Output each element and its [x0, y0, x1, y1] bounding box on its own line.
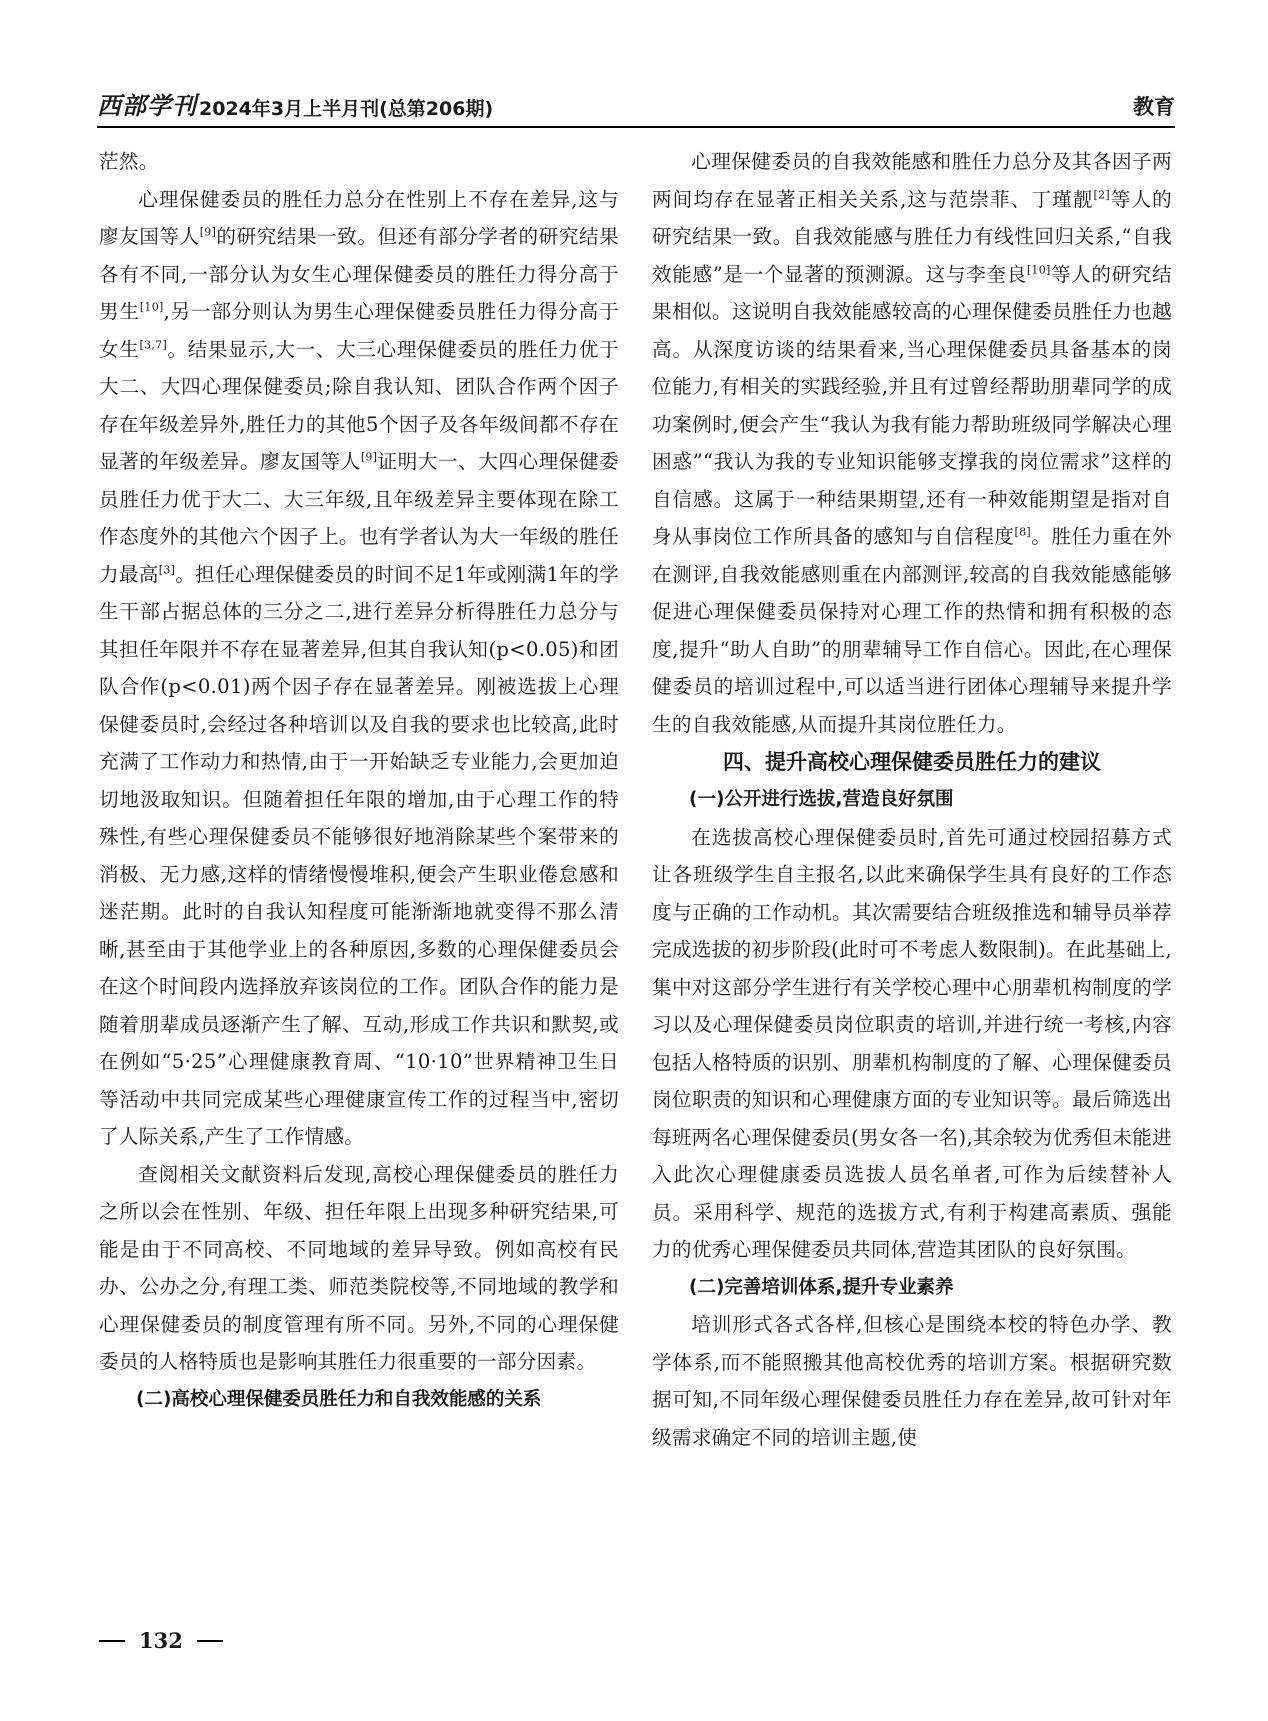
- subsection-heading: (二)高校心理保健委员胜任力和自我效能感的关系: [136, 1388, 542, 1410]
- citation: [10]: [139, 300, 164, 314]
- citation: [9]: [360, 450, 378, 464]
- citation: [2]: [1093, 187, 1110, 201]
- citation: [3,7]: [139, 337, 168, 351]
- subsection-heading: (一)公开进行选拔,营造良好氛围: [689, 789, 954, 810]
- page-number-text: 132: [139, 1628, 183, 1653]
- paragraph-self-efficacy: 心理保健委员的自我效能感和胜任力总分及其各因子两两间均存在显著正相关关系,这与范崇菲、丁瑾靓[2]等人的研究结果一致。自我效能感与胜任力有线性回归关系,“自我效能感”是一个显著的预测源。这与李奎良[10]等人的研究结果相似。这说明自我效能感较高的心理保健委员胜任力也越高。从深度访谈的结果看来,当心理保健委员具备基本的岗位能力,有相关的实践经验,并且有过曾经帮助朋辈同学的成功案例时,便会产生“我认为我有能力帮助班级同学解决心理困惑”“我认为我的专业知识能够支撑我的岗位需求”这样的自信感。这属于一种结果期望,还有一种效能期望是指对自身从事岗位工作所具备的感知与自信程度[8]。胜任力重在外在测评,自我效能感则重在内部测评,较高的自我效能感能够促进心理保健委员保持对心理工作的热情和拥有积极的态度,提升“助人自助”的朋辈辅导工作自信心。因此,在心理保健委员的培训过程中,可以适当进行团体心理辅导来提升学生的自我效能感,从而提升其岗位胜任力。: [652, 150, 1172, 736]
- paragraph-continuation: 茫然。: [99, 150, 159, 173]
- running-header: [97, 86, 1175, 128]
- section-tag: 教育: [1133, 95, 1175, 119]
- right-column: [652, 143, 1172, 1456]
- dash-decoration: [99, 1640, 125, 1642]
- paragraph-literature-review: 查阅相关文献资料后发现,高校心理保健委员的胜任力之所以会在性别、年级、担任年限上出现多种研究结果,可能是由于不同高校、不同地域的差异导致。例如高校有民办、公办之分,有理工类、师范类院校等,不同地域的教学和心理保健委员的制度管理有所不同。另外,不同的心理保健委员的人格特质也是影响其胜任力很重要的一部分因素。: [99, 1162, 619, 1373]
- subsection-heading: (二)完善培训体系,提升专业素养: [689, 1276, 954, 1298]
- citation: [9]: [199, 225, 217, 239]
- paragraph-gender-grade-differences: 心理保健委员的胜任力总分在性别上不存在差异,这与廖友国等人[9]的研究结果一致。但还有部分学者的研究结果各有不同,一部分认为女生心理保健委员的胜任力得分高于男生[10],另一部分则认为男生心理保健委员胜任力得分高于女生[3,7]。结果显示,大一、大三心理保健委员的胜任力优于大二、大四心理保健委员;除自我认知、团队合作两个因子存在年级差异外,胜任力的其他5个因子及各年级间都不存在显著的年级差异。廖友国等人[9]证明大一、大四心理保健委员胜任力优于大二、大三年级,且年级差异主要体现在除工作态度外的其他六个因子上。也有学者认为大一年级的胜任力最高[3]。担任心理保健委员的时间不足1年或刚满1年的学生干部占据总体的三分之二,进行差异分析得胜任力总分与其担任年限并不存在显著差异,但其自我认知(p<0.05)和团队合作(p<0.01)两个因子存在显著差异。刚被选拔上心理保健委员时,会经过各种培训以及自我的要求也比较高,此时充满了工作动力和热情,由于一开始缺乏专业能力,会更加迫切地汲取知识。但随着担任年限的增加,由于心理工作的特殊性,有些心理保健委员不能够很好地消除某些个案带来的消极、无力感,这样的情绪慢慢堆积,便会产生职业倦怠感和迷茫期。此时的自我认知程度可能渐渐地就变得不那么清晰,甚至由于其他学业上的各种原因,多数的心理保健委员会在这个时间段内选择放弃该岗位的工作。团队合作的能力是随着朋辈成员逐渐产生了解、互动,形成工作共识和默契,或在例如“5·25”心理健康教育周、“10·10”世界精神卫生日等活动中共同完成某些心理健康宣传工作的过程当中,密切了人际关系,产生了工作情感。: [99, 187, 619, 1148]
- citation: [3]: [158, 562, 176, 576]
- left-column: [99, 143, 619, 1418]
- dash-decoration: [197, 1640, 223, 1642]
- paragraph-training: 培训形式各式各样,但核心是围绕本校的特色办学、教学体系,而不能照搬其他高校优秀的培训方案。根据研究数据可知,不同年级心理保健委员胜任力存在差异,故可针对年级需求确定不同的培训主题,使: [652, 1313, 1172, 1449]
- citation: [8]: [1014, 525, 1032, 539]
- header-left: [97, 86, 493, 126]
- journal-logo: 西部学刊: [97, 91, 197, 120]
- paragraph-selection: 在选拔高校心理保健委员时,首先可通过校园招募方式让各班级学生自主报名,以此来确保学生具有良好的工作态度与正确的工作动机。其次需要结合班级推选和辅导员举荐完成选拔的初步阶段(此时可不考虑人数限制)。在此基础上,集中对这部分学生进行有关学校心理中心朋辈机构制度的学习以及心理保健委员岗位职责的培训,并进行统一考核,内容包括人格特质的识别、朋辈机构制度的了解、心理保健委员岗位职责的知识和心理健康方面的专业知识等。最后筛选出每班两名心理保健委员(男女各一名),其余较为优秀但未能进入此次心理健康委员选拔人员名单者,可作为后续替补人员。采用科学、规范的选拔方式,有利于构建高素质、强能力的优秀心理保健委员共同体,营造其团队的良好氛围。: [652, 825, 1172, 1261]
- citation: [10]: [1026, 262, 1051, 276]
- section-heading: 四、提升高校心理保健委员胜任力的建议: [723, 750, 1101, 774]
- page-number: [99, 1628, 223, 1653]
- issue-info: 2024年3月上半月刊(总第206期): [199, 98, 494, 120]
